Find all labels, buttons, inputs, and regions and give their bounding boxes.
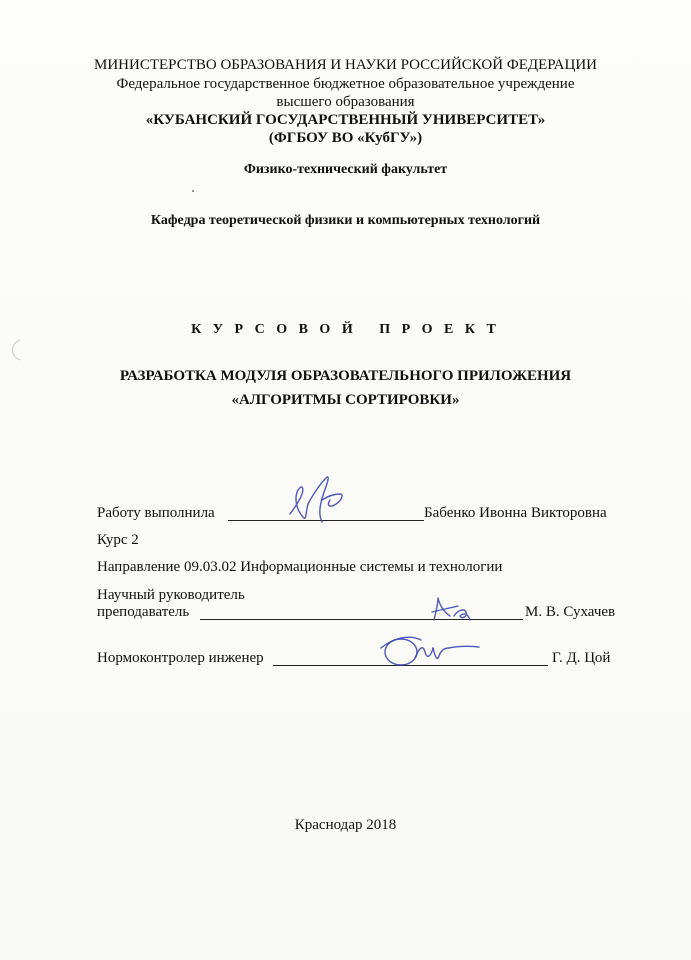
project-title-line1: РАЗРАБОТКА МОДУЛЯ ОБРАЗОВАТЕЛЬНОГО ПРИЛОЖЕНИЯ bbox=[119, 368, 572, 384]
paper-punch-mark bbox=[8, 338, 22, 362]
student-signature bbox=[282, 470, 352, 530]
normcontrol-name: Г. Д. Цой bbox=[552, 650, 611, 666]
supervisor-label: Научный руководитель bbox=[97, 587, 245, 603]
project-title-line2: «АЛГОРИТМЫ СОРТИРОВКИ» bbox=[231, 392, 460, 408]
supervisor-signature bbox=[428, 592, 474, 626]
paper-speck bbox=[192, 190, 194, 192]
student-name: Бабенко Ивонна Викторовна bbox=[424, 505, 607, 521]
performed-label: Работу выполнила bbox=[97, 505, 215, 521]
institution-type-line: Федеральное государственное бюджетное образовательное учреждение bbox=[116, 76, 575, 92]
ministry-line: МИНИСТЕРСТВО ОБРАЗОВАНИЯ И НАУКИ РОССИЙСКОЙ ФЕДЕРАЦИИ bbox=[94, 57, 597, 73]
department-name: Кафедра теоретической физики и компьютерных технологий bbox=[150, 213, 541, 228]
document-type: К У Р С О В О Й П Р О Е К Т bbox=[191, 322, 500, 337]
university-name: «КУБАНСКИЙ ГОСУДАРСТВЕННЫЙ УНИВЕРСИТЕТ» bbox=[145, 112, 546, 128]
university-abbreviation: (ФГБОУ ВО «КубГУ») bbox=[268, 130, 423, 146]
city-year: Краснодар 2018 bbox=[294, 817, 397, 833]
education-level-line: высшего образования bbox=[276, 94, 415, 110]
supervisor-name: М. В. Сухачев bbox=[525, 604, 616, 620]
supervisor-position: преподаватель bbox=[97, 604, 190, 620]
faculty-name: Физико-технический факультет bbox=[243, 162, 448, 177]
signature-line-supervisor bbox=[200, 619, 523, 620]
normcontrol-signature bbox=[375, 626, 485, 676]
course-line: Курс 2 bbox=[97, 532, 139, 548]
normcontrol-label: Нормоконтролер инженер bbox=[97, 650, 264, 666]
direction-line: Направление 09.03.02 Информационные системы и технологии bbox=[97, 559, 503, 575]
